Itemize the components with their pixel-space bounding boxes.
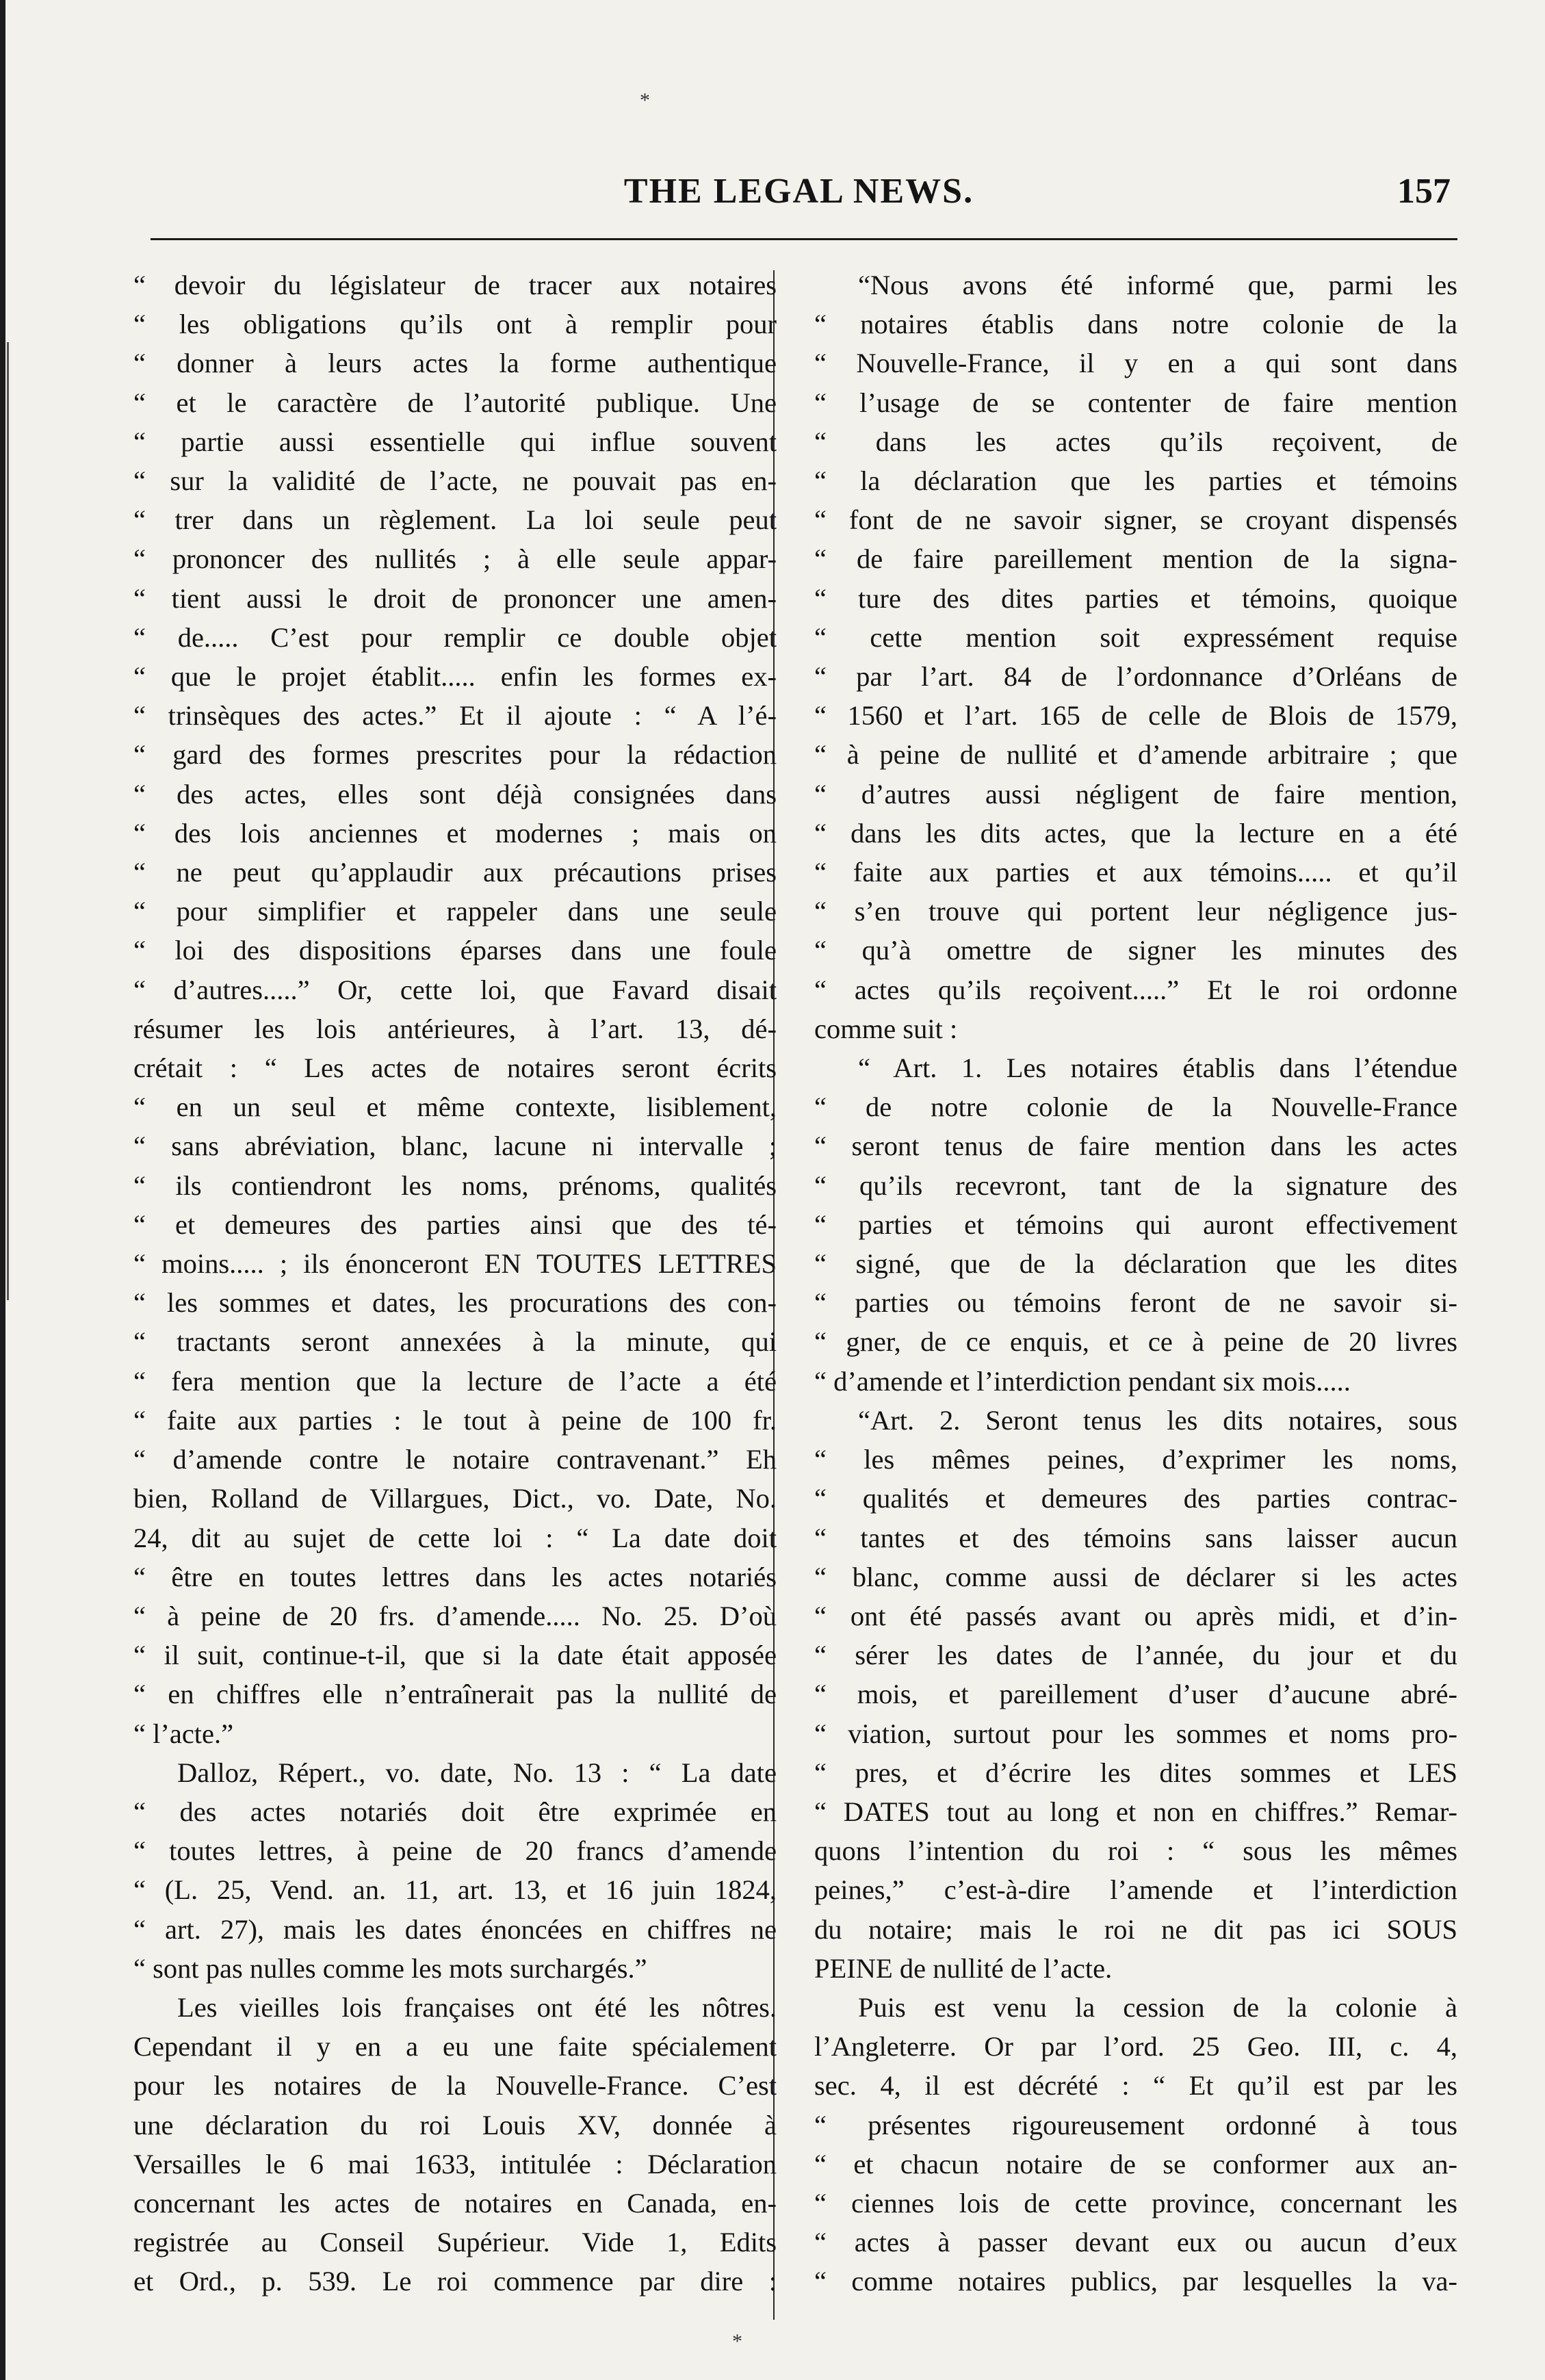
text-line: registrée au Conseil Supérieur. Vide 1, Edits — [133, 2227, 777, 2258]
text-line: “ notaires établis dans notre colonie de la — [814, 309, 1457, 340]
running-header — [147, 171, 1451, 212]
text-line: “ loi des dispositions éparses dans une foule — [133, 935, 777, 966]
text-line: “ sur la validité de l’acte, ne pouvait pas en- — [133, 465, 777, 497]
text-line: “ gner, de ce enquis, et ce à peine de 20 livres — [814, 1326, 1457, 1358]
text-line: “ prononcer des nullités ; à elle seule appar- — [133, 543, 777, 575]
text-line: “ (L. 25, Vend. an. 11, art. 13, et 16 juin 1824, — [133, 1874, 777, 1906]
text-line: “ l’usage de se contenter de faire mention — [814, 387, 1457, 418]
text-line: résumer les lois antérieures, à l’art. 13, dé- — [133, 1013, 777, 1044]
text-line: “ les obligations qu’ils ont à remplir pour — [133, 309, 777, 340]
text-line: Dalloz, Répert., vo. date, No. 13 : “ La date — [177, 1757, 777, 1788]
text-line: “ seront tenus de faire mention dans les actes — [814, 1130, 1457, 1162]
text-line: “ de faire pareillement mention de la signa- — [814, 543, 1457, 575]
text-line: du notaire; mais le roi ne dit pas ici SOUS — [814, 1913, 1457, 1945]
text-line: “ actes qu’ils reçoivent.....” Et le roi ordonne — [814, 974, 1457, 1005]
text-line: Puis est venu la cession de la colonie à — [858, 1991, 1457, 2023]
text-line: Les vieilles lois françaises ont été les nôtres. — [177, 1991, 777, 2023]
text-line: “ dans les actes qu’ils reçoivent, de — [814, 426, 1457, 457]
text-line: “ et le caractère de l’autorité publique. Une — [133, 387, 777, 418]
text-line: “ sérer les dates de l’année, du jour et du — [814, 1640, 1457, 1671]
text-line: “ ils contiendront les noms, prénoms, qualités — [133, 1169, 777, 1201]
text-line: “ art. 27), mais les dates énoncées en chiffres ne — [133, 1913, 777, 1945]
text-line: “ sans abréviation, blanc, lacune ni intervalle ; — [133, 1130, 777, 1162]
text-line: “ qu’à omettre de signer les minutes des — [814, 935, 1457, 966]
text-line: “ qualités et demeures des parties contrac- — [814, 1483, 1457, 1514]
text-line: une déclaration du roi Louis XV, donnée à — [133, 2109, 777, 2140]
text-line: “ en chiffres elle n’entraînerait pas la nullité de — [133, 1679, 777, 1710]
print-mark-top: * — [640, 89, 650, 112]
text-line: “ ne peut qu’applaudir aux précautions prises — [133, 857, 777, 888]
scan-edge-line — [7, 342, 9, 1300]
scan-edge-shadow — [0, 0, 5, 2380]
text-line: “ à peine de nullité et d’amende arbitraire ; que — [814, 739, 1457, 771]
text-line: “ cette mention soit expressément requise — [814, 621, 1457, 653]
text-line: “ d’amende contre le notaire contravenant.” Eh — [133, 1444, 777, 1475]
text-line: “ l’acte.” — [133, 1718, 234, 1749]
text-line: “ à peine de 20 frs. d’amende..... No. 25. D’où — [133, 1600, 777, 1631]
text-line: “ sont pas nulles comme les mots surchargés.” — [133, 1952, 647, 1984]
text-line: “ en un seul et même contexte, lisiblement, — [133, 1091, 777, 1123]
text-line: “ ture des dites parties et témoins, quoique — [814, 582, 1457, 614]
text-line: “ comme notaires publics, par lesquelles la va- — [814, 2266, 1457, 2297]
page-number: 157 — [1397, 172, 1451, 211]
text-line: peines,” c’est-à-dire l’amende et l’interdiction — [814, 1874, 1457, 1906]
text-line: “ devoir du législateur de tracer aux notaires — [133, 270, 777, 300]
text-line: “ les mêmes peines, d’exprimer les noms, — [814, 1444, 1457, 1475]
text-line: “ Art. 1. Les notaires établis dans l’étendue — [858, 1052, 1457, 1084]
text-line: “ tantes et des témoins sans laisser aucun — [814, 1522, 1457, 1553]
text-line: quons l’intention du roi : “ sous les mêmes — [814, 1835, 1457, 1867]
text-line: 24, dit au sujet de cette loi : “ La date doit — [133, 1522, 777, 1553]
text-line: “Art. 2. Seront tenus les dits notaires, sous — [858, 1404, 1457, 1436]
text-line: “ signé, que de la déclaration que les dites — [814, 1248, 1457, 1280]
text-line: Cependant il y en a eu une faite spécialement — [133, 2031, 777, 2062]
text-line: et Ord., p. 539. Le roi commence par dire : — [133, 2266, 777, 2297]
text-line: “ d’autres aussi négligent de faire mention, — [814, 778, 1457, 810]
text-line: “ donner à leurs actes la forme authentique — [133, 348, 777, 379]
text-line: pour les notaires de la Nouvelle-France. C’est — [133, 2070, 777, 2101]
text-line: “ s’en trouve qui portent leur négligence jus- — [814, 896, 1457, 927]
text-line: “ la déclaration que les parties et témoins — [814, 465, 1457, 497]
text-line: “ faite aux parties et aux témoins..... et qu’il — [814, 857, 1457, 888]
text-line: concernant les actes de notaires en Canada, en- — [133, 2187, 777, 2219]
text-line: “ DATES tout au long et non en chiffres.” Remar- — [814, 1796, 1457, 1827]
text-line: “ être en toutes lettres dans les actes notariés — [133, 1561, 777, 1592]
text-line: “ pres, et d’écrire les dites sommes et LES — [814, 1757, 1457, 1788]
text-line: “ faite aux parties : le tout à peine de 100 fr. — [133, 1404, 777, 1436]
left-column — [133, 266, 777, 2301]
text-line: “ gard des formes prescrites pour la rédaction — [133, 739, 777, 771]
text-line: “ des actes, elles sont déjà consignées dans — [133, 778, 777, 810]
text-line: “ ciennes lois de cette province, concernant les — [814, 2187, 1457, 2219]
text-line: “ des actes notariés doit être exprimée en — [133, 1796, 777, 1827]
text-line: “ présentes rigoureusement ordonné à tous — [814, 2109, 1457, 2140]
text-line: “ fera mention que la lecture de l’acte a été — [133, 1365, 777, 1397]
text-line: “ il suit, continue-t-il, que si la date était apposée — [133, 1640, 777, 1671]
text-line: PEINE de nullité de l’acte. — [814, 1952, 1113, 1984]
text-line: “ font de ne savoir signer, se croyant dispensés — [814, 504, 1457, 536]
text-line: “ les sommes et dates, les procurations des con- — [133, 1287, 777, 1319]
header-rule — [151, 238, 1457, 240]
text-line: “ des lois anciennes et modernes ; mais on — [133, 817, 777, 849]
text-line: “ et chacun notaire de se conformer aux an- — [814, 2148, 1457, 2179]
text-line: crétait : “ Les actes de notaires seront écrits — [133, 1052, 777, 1084]
text-line: “ par l’art. 84 de l’ordonnance d’Orléans de — [814, 661, 1457, 693]
text-line: “ et demeures des parties ainsi que des té- — [133, 1208, 777, 1240]
text-line: “Nous avons été informé que, parmi les — [858, 270, 1457, 300]
text-line: “ parties et témoins qui auront effectivement — [814, 1208, 1457, 1240]
text-line: “ tractants seront annexées à la minute, qui — [133, 1326, 777, 1358]
text-line: “ dans les dits actes, que la lecture en a été — [814, 817, 1457, 849]
text-line: “ ont été passés avant ou après midi, et d’in- — [814, 1600, 1457, 1631]
text-line: “ d’autres.....” Or, cette loi, que Favard disait — [133, 974, 777, 1005]
text-line: “ pour simplifier et rappeler dans une seule — [133, 896, 777, 927]
text-line: “ blanc, comme aussi de déclarer si les actes — [814, 1561, 1457, 1592]
text-line: “ moins..... ; ils énonceront EN TOUTES LETTRES — [133, 1248, 777, 1280]
text-line: comme suit : — [814, 1013, 958, 1044]
text-line: “ trinsèques des actes.” Et il ajoute : “ A l’é- — [133, 700, 777, 732]
text-line: “ tient aussi le droit de prononcer une amen- — [133, 582, 777, 614]
text-line: “ parties ou témoins feront de ne savoir si- — [814, 1287, 1457, 1319]
text-line: “ d’amende et l’interdiction pendant six mois..... — [814, 1365, 1351, 1397]
text-line: Versailles le 6 mai 1633, intitulée : Déclaration — [133, 2148, 777, 2179]
text-line: “ viation, surtout pour les sommes et noms pro- — [814, 1718, 1457, 1749]
text-line: “ de notre colonie de la Nouvelle-France — [814, 1091, 1457, 1123]
text-line: l’Angleterre. Or par l’ord. 25 Geo. III, c. 4, — [814, 2031, 1457, 2062]
text-line: “ mois, et pareillement d’user d’aucune abré- — [814, 1679, 1457, 1710]
text-line: “ actes à passer devant eux ou aucun d’eux — [814, 2227, 1457, 2258]
text-line: “ trer dans un règlement. La loi seule peut — [133, 504, 777, 536]
text-line: “ toutes lettres, à peine de 20 francs d’amende — [133, 1835, 777, 1867]
text-line: “ qu’ils recevront, tant de la signature des — [814, 1169, 1457, 1201]
text-line: “ 1560 et l’art. 165 de celle de Blois de 1579, — [814, 700, 1457, 732]
text-line: bien, Rolland de Villargues, Dict., vo. Date, No. — [133, 1483, 777, 1514]
journal-title: THE LEGAL NEWS. — [623, 172, 974, 211]
text-line: sec. 4, il est décrété : “ Et qu’il est par les — [814, 2070, 1457, 2101]
text-line: “ Nouvelle-France, il y en a qui sont dans — [814, 348, 1457, 379]
text-line: “ que le projet établit..... enfin les formes ex- — [133, 661, 777, 693]
right-column — [814, 266, 1457, 2301]
text-line: “ partie aussi essentielle qui influe souvent — [133, 426, 777, 457]
text-line: “ de..... C’est pour remplir ce double objet — [133, 621, 777, 653]
print-mark-bottom: * — [732, 2330, 742, 2353]
